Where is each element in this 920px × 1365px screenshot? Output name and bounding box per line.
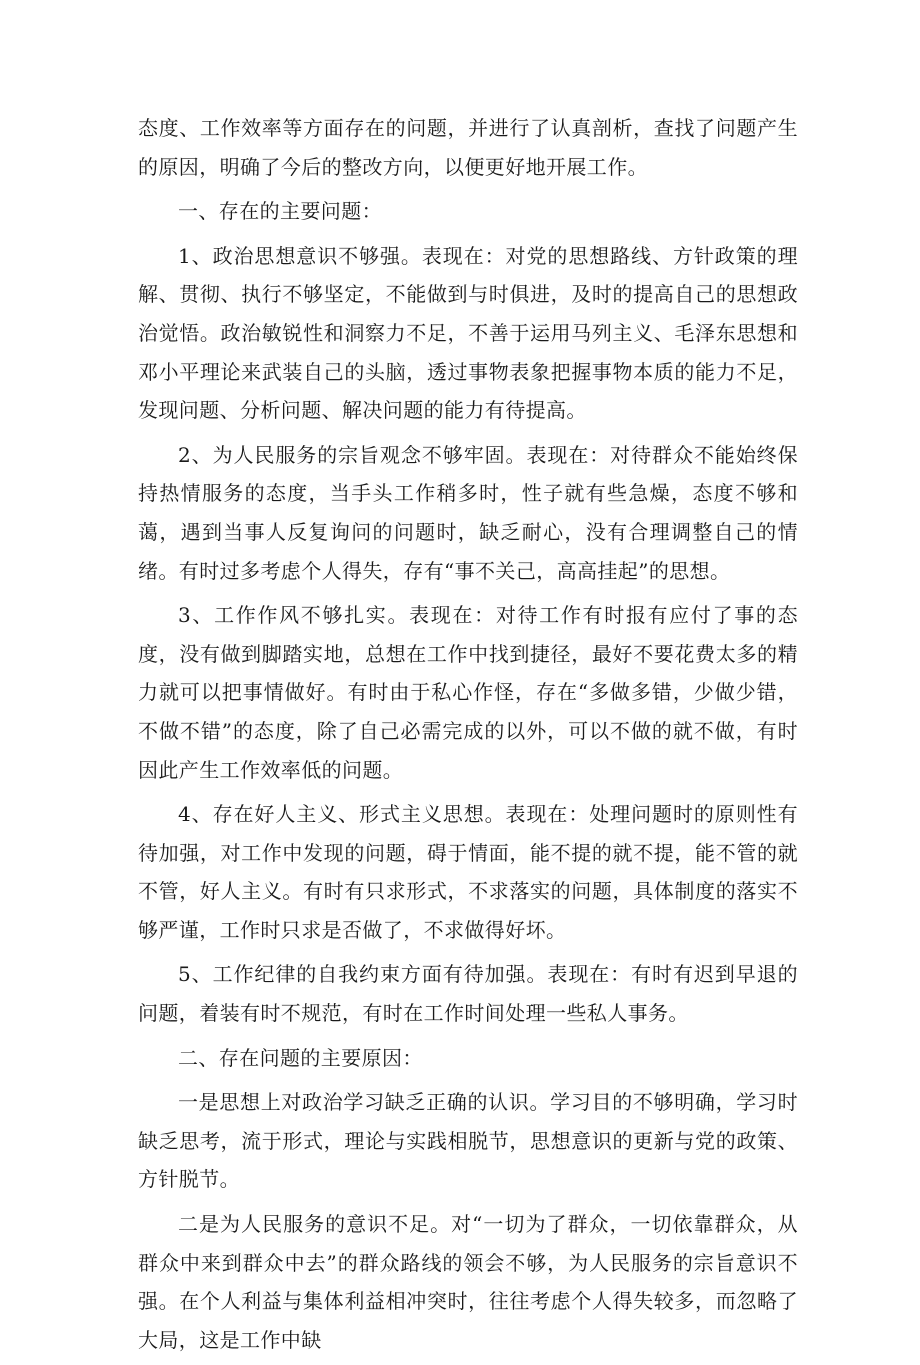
paragraph-problem-3: 3、工作作风不够扎实。表现在：对待工作有时报有应付了事的态度，没有做到脚踏实地，总想在工作中找到捷径，最好不要花费太多的精力就可以把事情做好。有时由于私心作怪，存在“多做多错，少做少错，不做不错”的态度，除了自己必需完成的以外，可以不做的就不做，有时因此产生工作效率低的问题。 <box>138 603 798 782</box>
section-heading-main-causes: 二、存在问题的主要原因： <box>178 1045 423 1070</box>
paragraph-cause-2: 二是为人民服务的意识不足。对“一切为了群众，一切依靠群众，从群众中来到群众中去”的群众路线的领会不够，为人民服务的宗旨意识不强。在个人利益与集体利益相冲突时，往往考虑个人得失较多，而忽略了大局，这是工作中缺 <box>138 1212 798 1352</box>
paragraph-cause-1: 一是思想上对政治学习缺乏正确的认识。学习目的不够明确，学习时缺乏思考，流于形式，理论与实践相脱节，思想意识的更新与党的政策、方针脱节。 <box>138 1090 798 1192</box>
section-heading-main-problems: 一、存在的主要问题： <box>178 199 382 224</box>
paragraph-problem-2: 2、为人民服务的宗旨观念不够牢固。表现在：对待群众不能始终保持热情服务的态度，当手头工作稍多时，性子就有些急燥，态度不够和蔼，遇到当事人反复询问的问题时，缺乏耐心，没有合理调整自己的情绪。有时过多考虑个人得失，存有“事不关己，高高挂起”的思想。 <box>138 442 798 583</box>
document-body <box>138 109 798 1365</box>
paragraph-problem-5: 5、工作纪律的自我约束方面有待加强。表现在：有时有迟到早退的问题，着装有时不规范，有时在工作时间处理一些私人事务。 <box>138 962 798 1026</box>
paragraph-problem-1: 1、政治思想意识不够强。表现在：对党的思想路线、方针政策的理解、贯彻、执行不够坚定，不能做到与时俱进，及时的提高自己的思想政治觉悟。政治敏锐性和洞察力不足，不善于运用马列主义、毛泽东思想和邓小平理论来武装自己的头脑，透过事物表象把握事物本质的能力不足，发现问题、分析问题、解决问题的能力有待提高。 <box>138 243 798 423</box>
paragraph-problem-4: 4、存在好人主义、形式主义思想。表现在：处理问题时的原则性有待加强，对工作中发现的问题，碍于情面，能不提的就不提，能不管的就不管，好人主义。有时有只求形式，不求落实的问题，具体制度的落实不够严谨，工作时只求是否做了，不求做得好坏。 <box>138 802 798 942</box>
paragraph-intro-continuation: 态度、工作效率等方面存在的问题，并进行了认真剖析，查找了问题产生的原因，明确了今后的整改方向，以便更好地开展工作。 <box>138 116 798 179</box>
